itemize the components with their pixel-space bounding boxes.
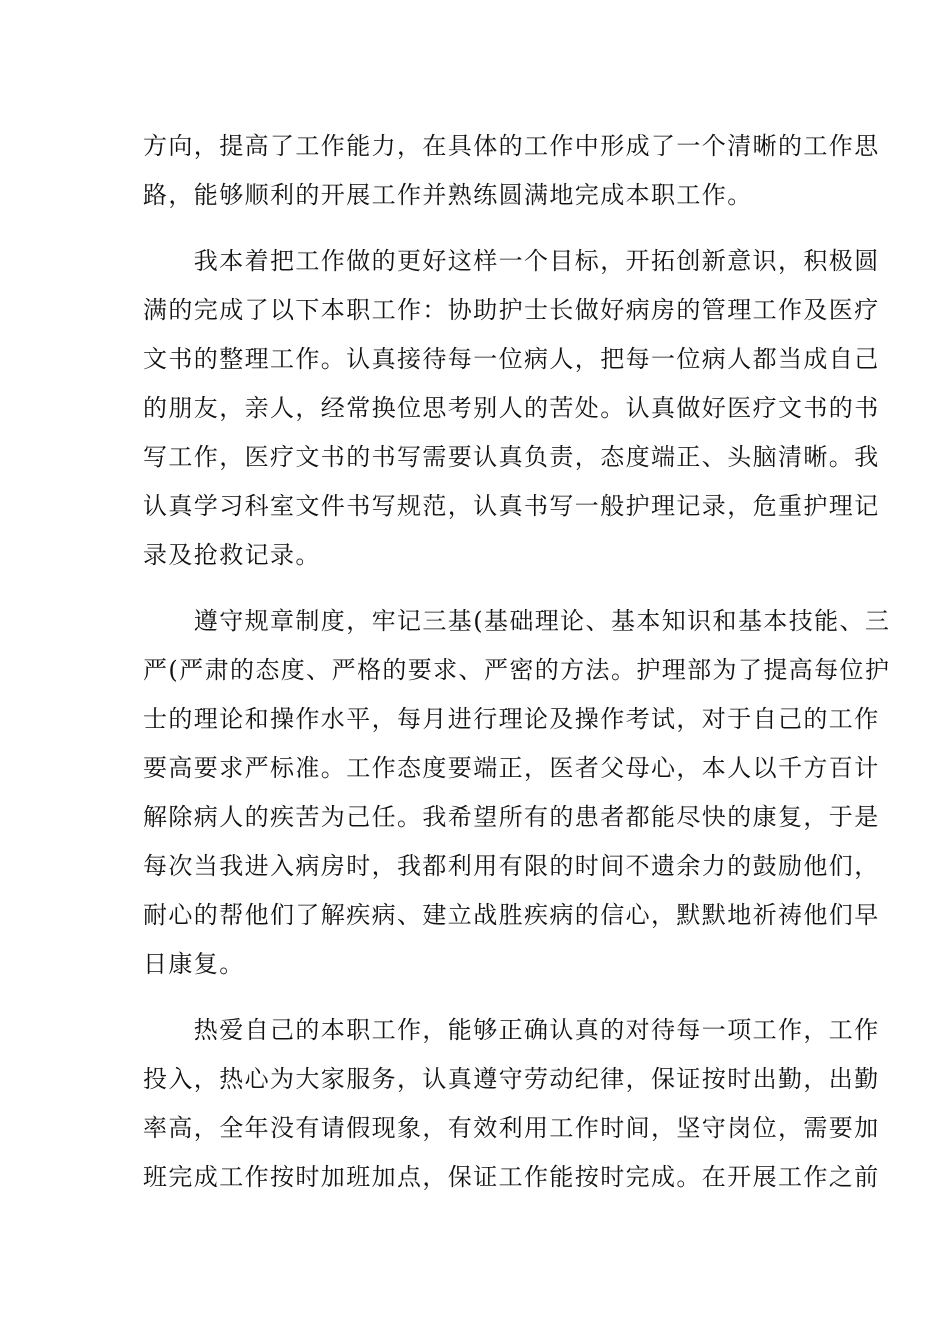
- paragraph-spacing: [143, 226, 805, 243]
- paragraph: [143, 1012, 880, 1208]
- text-line: 满的完成了以下本职工作：协助护士长做好病房的管理工作及医疗: [143, 296, 880, 324]
- text-line: 严(严肃的态度、严格的要求、严密的方法。护理部为了提高每位护: [143, 656, 891, 684]
- paragraph: [143, 603, 891, 995]
- paragraph-spacing: [143, 995, 805, 1012]
- text-line: 要高要求严标准。工作态度要端正，医者父母心，本人以千方百计: [143, 754, 880, 782]
- text-line: 文书的整理工作。认真接待每一位病人，把每一位病人都当成自己: [143, 345, 880, 373]
- paragraph: [143, 128, 880, 226]
- text-line: 路，能够顺利的开展工作并熟练圆满地完成本职工作。: [143, 181, 753, 209]
- paragraph: [143, 243, 880, 586]
- text-line: 耐心的帮他们了解疾病、建立战胜疾病的信心，默默地祈祷他们早: [143, 901, 880, 929]
- document-body: [143, 128, 891, 1208]
- text-line: 方向，提高了工作能力，在具体的工作中形成了一个清晰的工作思: [143, 132, 880, 160]
- text-line: 解除病人的疾苦为己任。我希望所有的患者都能尽快的康复，于是: [143, 803, 880, 831]
- text-line: 士的理论和操作水平，每月进行理论及操作考试，对于自己的工作: [143, 705, 880, 733]
- text-line: 每次当我进入病房时，我都利用有限的时间不遗余力的鼓励他们，: [143, 852, 880, 880]
- text-line: 日康复。: [143, 950, 245, 978]
- text-line: 认真学习科室文件书写规范，认真书写一般护理记录，危重护理记: [143, 492, 880, 520]
- text-line: 的朋友，亲人，经常换位思考别人的苦处。认真做好医疗文书的书: [143, 394, 880, 422]
- text-line: 我本着把工作做的更好这样一个目标，开拓创新意识，积极圆: [143, 247, 880, 275]
- text-line: 热爱自己的本职工作，能够正确认真的对待每一项工作，工作: [143, 1016, 880, 1044]
- text-line: 班完成工作按时加班加点，保证工作能按时完成。在开展工作之前: [143, 1163, 880, 1191]
- text-line: 遵守规章制度，牢记三基(基础理论、基本知识和基本技能、三: [143, 607, 891, 635]
- text-line: 录及抢救记录。: [143, 541, 321, 569]
- text-line: 投入，热心为大家服务，认真遵守劳动纪律，保证按时出勤，出勤: [143, 1065, 880, 1093]
- text-line: 写工作，医疗文书的书写需要认真负责，态度端正、头脑清晰。我: [143, 443, 880, 471]
- paragraph-spacing: [143, 586, 805, 603]
- text-line: 率高，全年没有请假现象，有效利用工作时间，坚守岗位，需要加: [143, 1114, 880, 1142]
